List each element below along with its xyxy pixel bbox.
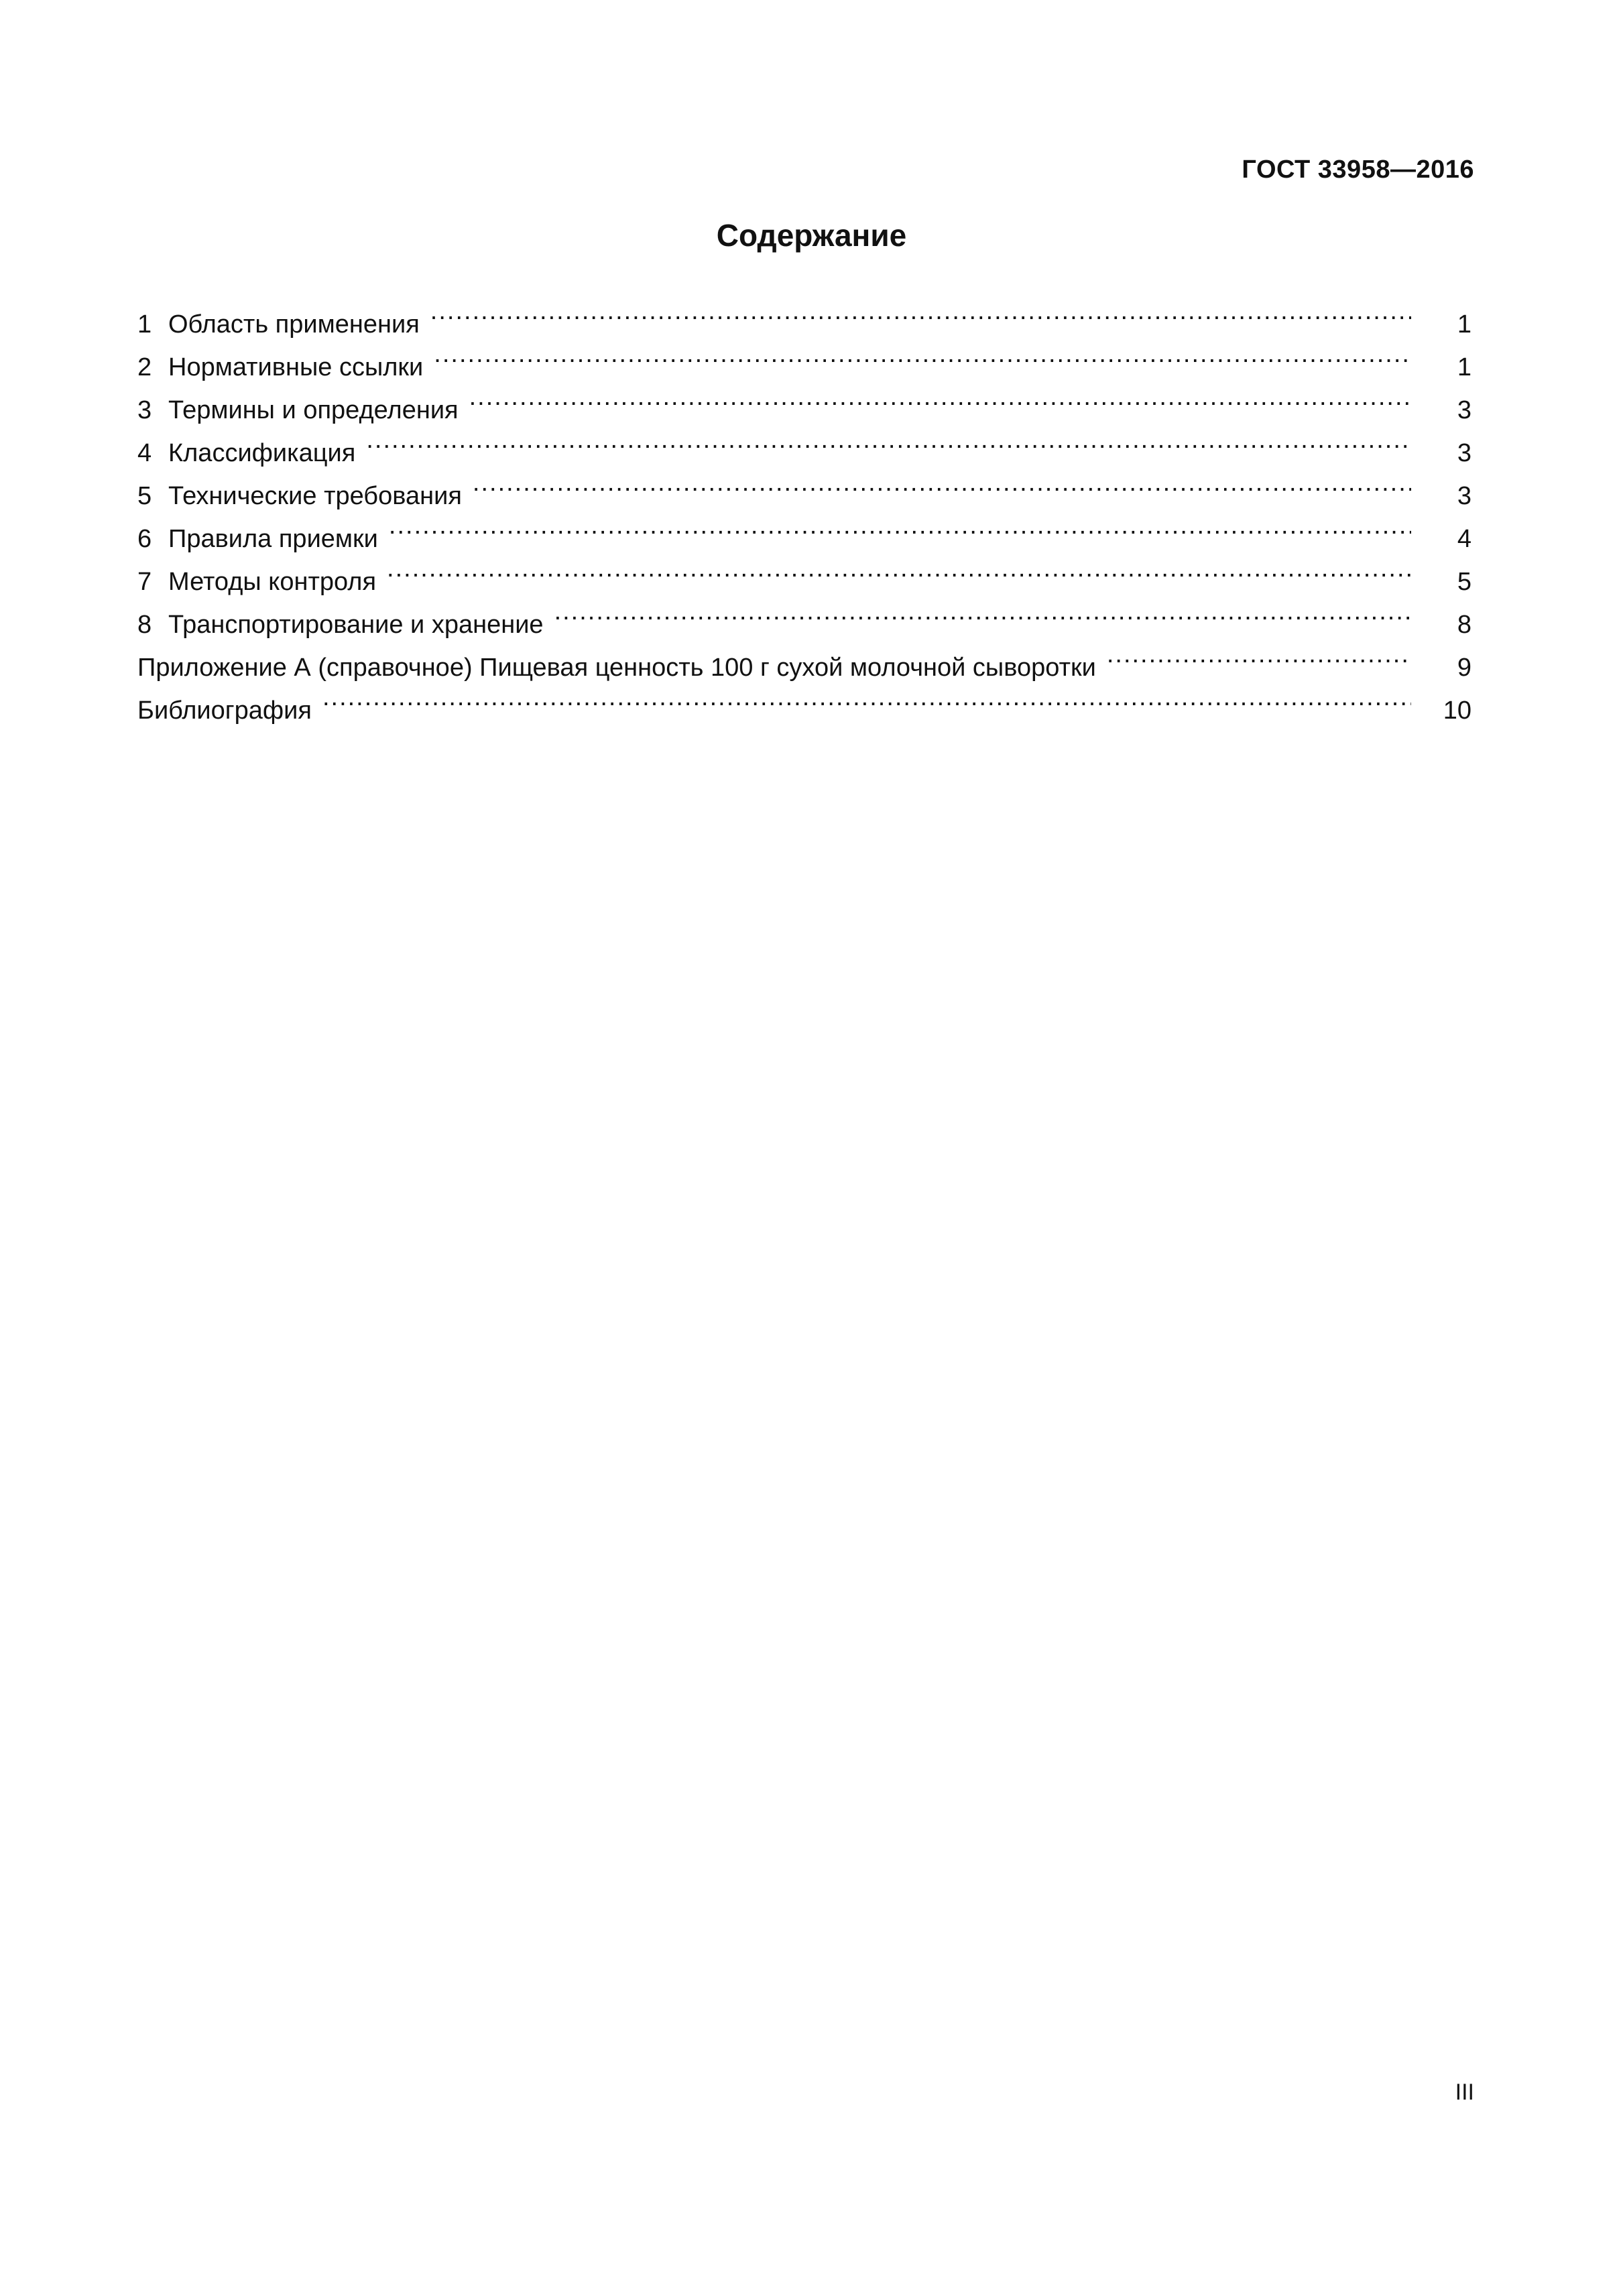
toc-entry-number: 7 xyxy=(137,568,152,596)
toc-dot-leader xyxy=(387,547,1411,590)
toc-entry-page: 1 xyxy=(1457,353,1471,381)
toc-entry-label: Классификация xyxy=(168,439,356,467)
toc-entry-number: 4 xyxy=(137,439,152,467)
toc-entry-label: Транспортирование и хранение xyxy=(168,611,544,639)
page-number: III xyxy=(1455,2079,1474,2105)
toc-entry-number: 8 xyxy=(137,611,152,639)
toc-entry-number: 6 xyxy=(137,525,152,553)
document-standard-code: ГОСТ 33958—2016 xyxy=(1242,156,1474,184)
toc-dot-leader xyxy=(469,375,1411,418)
toc-entry-page: 9 xyxy=(1457,654,1471,682)
toc-entry-label: Термины и определения xyxy=(168,396,459,424)
toc-dot-leader xyxy=(434,333,1411,375)
toc-entry-page: 10 xyxy=(1443,697,1471,725)
toc-entry-label: Приложение А (справочное) Пищевая ценность 100 г сухой молочной сыворотки xyxy=(137,654,1096,682)
toc-entry-label: Методы контроля xyxy=(168,568,377,596)
toc-entry-page: 3 xyxy=(1457,396,1471,424)
toc-entry-label: Область применения xyxy=(168,310,420,339)
toc-dot-leader xyxy=(554,590,1411,633)
toc-entry-label: Нормативные ссылки xyxy=(168,353,424,381)
toc-entry-page: 8 xyxy=(1457,611,1471,639)
toc-entry-page: 5 xyxy=(1457,568,1471,596)
toc-dot-leader xyxy=(366,418,1411,461)
toc-dot-leader xyxy=(430,290,1411,333)
toc-entry-page: 3 xyxy=(1457,482,1471,510)
toc-entry-number: 1 xyxy=(137,310,152,339)
toc-entry-number: 3 xyxy=(137,396,152,424)
toc-entry-page: 1 xyxy=(1457,310,1471,339)
toc-entry-page: 3 xyxy=(1457,439,1471,467)
toc-entry-page: 4 xyxy=(1457,525,1471,553)
toc-dot-leader xyxy=(389,504,1411,547)
toc-entry-bibliography[interactable] xyxy=(137,676,1471,725)
table-of-contents xyxy=(137,290,1471,725)
toc-dot-leader xyxy=(322,676,1411,719)
toc-title: Содержание xyxy=(716,218,907,253)
toc-entry-1[interactable] xyxy=(137,290,1471,339)
toc-dot-leader xyxy=(1107,633,1411,676)
toc-entry-label: Библиография xyxy=(137,697,312,725)
toc-entry-label: Правила приемки xyxy=(168,525,378,553)
toc-entry-label: Технические требования xyxy=(168,482,462,510)
toc-dot-leader xyxy=(473,461,1411,504)
toc-entry-number: 2 xyxy=(137,353,152,381)
toc-entry-number: 5 xyxy=(137,482,152,510)
